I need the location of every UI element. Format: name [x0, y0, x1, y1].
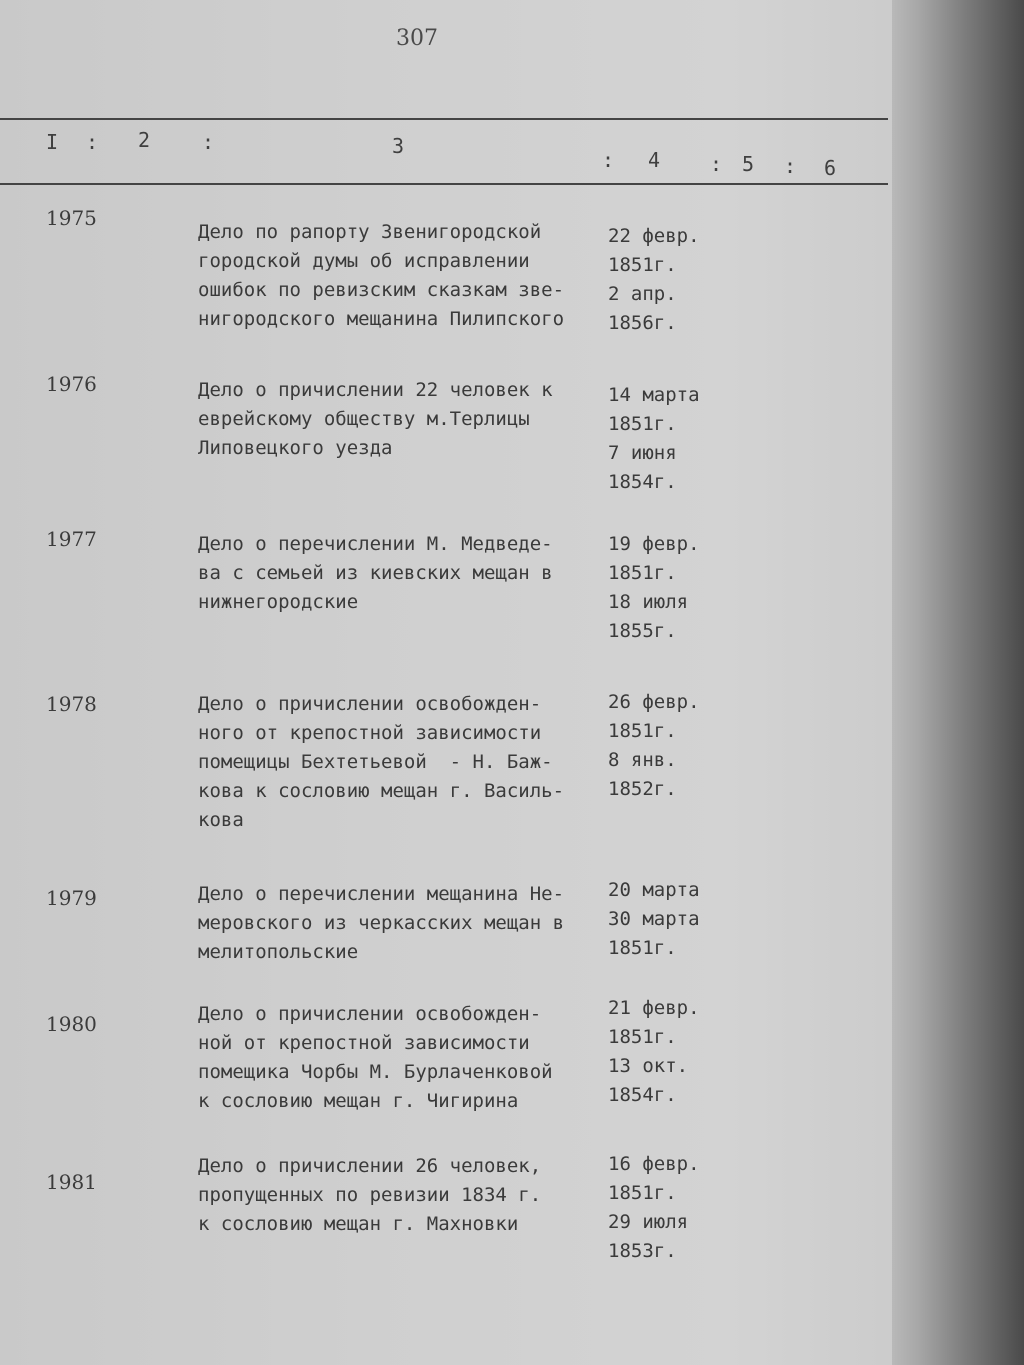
column-header-4: 4 — [648, 148, 661, 172]
record-id: 1975 — [46, 206, 97, 230]
column-header-5: 5 — [742, 152, 755, 176]
record-title: Дело по рапорту Звенигородской городской думы об исправлении ошибок по ревизским сказкам зве- нигородского мещанина Пилипского — [198, 221, 565, 330]
record-title: Дело о причислении 26 человек, пропущенных по ревизии 1834 г. к сословию мещан г. Махновки — [198, 1155, 542, 1235]
column-header-3: 3 — [392, 134, 405, 158]
column-separator: : — [710, 152, 723, 176]
record-dates: 14 марта 1851г. 7 июня 1854г. — [608, 384, 700, 493]
record-title: Дело о причислении 22 человек к еврейскому обществу м.Терлицы Липовецкого уезда — [198, 379, 553, 459]
record-dates: 22 февр. 1851г. 2 апр. 1856г. — [608, 225, 700, 334]
header-bottom-rule — [0, 183, 888, 185]
record-dates: 20 марта 30 марта 1851г. — [608, 879, 700, 959]
record-id: 1977 — [46, 527, 97, 551]
header-top-rule — [0, 118, 888, 120]
page-number: 307 — [396, 26, 438, 51]
record-title: Дело о перечислении мещанина Не- меровского из черкасских мещан в мелитопольские — [198, 883, 565, 963]
column-header-2: 2 — [138, 128, 151, 152]
column-separator: : — [602, 148, 615, 172]
column-separator: : — [86, 130, 99, 154]
column-header-1: I — [46, 130, 59, 154]
record-dates: 16 февр. 1851г. 29 июля 1853г. — [608, 1153, 700, 1262]
page-stack-edge — [892, 0, 1024, 1365]
record-title: Дело о причислении освобожден- ного от крепостной зависимости помещицы Бехтетьевой - Н. Баж- кова к сословию мещан г. Василь- кова — [198, 693, 565, 831]
column-separator: : — [784, 154, 797, 178]
record-title: Дело о перечислении М. Медведе- ва с семьей из киевских мещан в нижнегородские — [198, 533, 553, 613]
column-separator: : — [202, 130, 215, 154]
record-id: 1976 — [46, 372, 97, 396]
column-header-6: 6 — [824, 156, 837, 180]
record-id: 1979 — [46, 886, 97, 910]
record-dates: 21 февр. 1851г. 13 окт. 1854г. — [608, 997, 700, 1106]
record-id: 1981 — [46, 1170, 97, 1194]
record-id: 1978 — [46, 692, 97, 716]
record-id: 1980 — [46, 1012, 97, 1036]
record-title: Дело о причислении освобожден- ной от крепостной зависимости помещика Чорбы М. Бурлаченковой к сословию мещан г. Чигирина — [198, 1003, 553, 1112]
record-dates: 19 февр. 1851г. 18 июля 1855г. — [608, 533, 700, 642]
record-dates: 26 февр. 1851г. 8 янв. 1852г. — [608, 691, 700, 800]
